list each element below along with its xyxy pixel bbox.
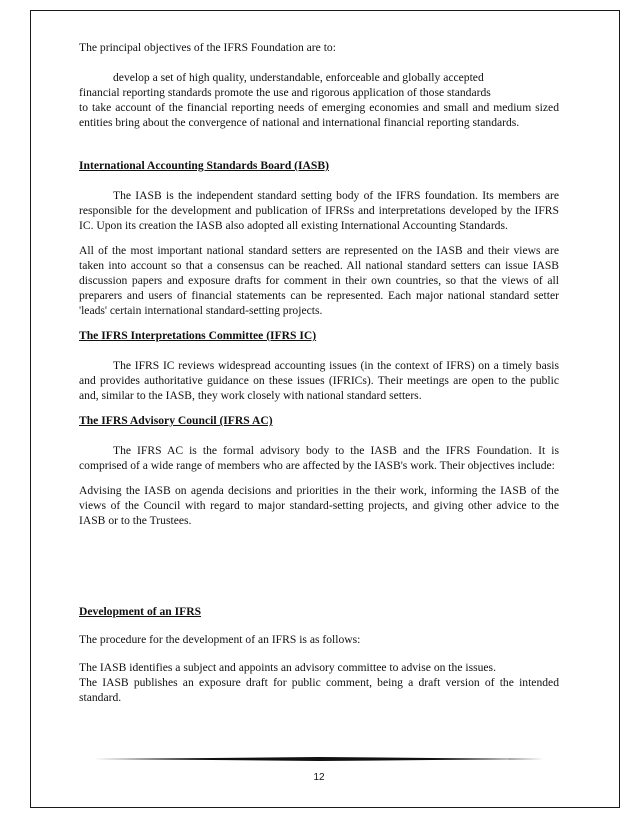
objective-1a: develop a set of high quality, understandable, enforceable and globally accepted (113, 71, 484, 84)
development-step-2: The IASB publishes an exposure draft for public comment, being a draft version of the intended standard. (79, 676, 559, 704)
document-body (79, 40, 559, 705)
ifrs-ac-paragraph-2: Advising the IASB on agenda decisions and priorities in the their work, informing the IASB of the views of the Council with regard to major standard-setting projects, and giving other advice to the IASB or to the Trustees. (79, 484, 559, 527)
ifrs-ic-heading: The IFRS Interpretations Committee (IFRS IC) (79, 329, 317, 342)
ifrs-ic-paragraph-1: The IFRS IC reviews widespread accounting issues (in the context of IFRS) on a timely basis and provides authoritative guidance on these issues (IFRICs). Their meetings are open to the public and, similar to the IASB, they work closely with national standard setters. (79, 359, 559, 402)
footer-rule (94, 757, 544, 761)
iasb-paragraph-1: The IASB is the independent standard setting body of the IFRS foundation. Its members are responsible for the development and publication of IFRSs and interpretations developed by the IFRS IC. Upon its creation the IASB also adopted all existing International Accounting Standards. (79, 189, 559, 232)
objective-1b: financial reporting standards promote the use and rigorous application of those standards (79, 86, 491, 99)
development-step-1: The IASB identifies a subject and appoints an advisory committee to advise on the issues. (79, 661, 496, 674)
objective-2: to take account of the financial reporting needs of emerging economies and small and medium sized entities bring about the convergence of national and international financial reporting standards. (79, 101, 559, 129)
development-heading: Development of an IFRS (79, 605, 202, 618)
ifrs-ac-paragraph-1: The IFRS AC is the formal advisory body to the IASB and the IFRS Foundation. It is comprised of a wide range of members who are affected by the IASB's work. Their objectives include: (79, 444, 559, 472)
ifrs-ac-heading: The IFRS Advisory Council (IFRS AC) (79, 414, 273, 427)
intro-lead: The principal objectives of the IFRS Foundation are to: (79, 41, 336, 54)
page-number: 12 (313, 772, 325, 783)
development-paragraph-1: The procedure for the development of an IFRS is as follows: (79, 633, 361, 646)
iasb-paragraph-2: All of the most important national standard setters are represented on the IASB and their views are taken into account so that a consensus can be reached. All national standard setters can issue IASB discussion papers and exposure drafts for comment in their own countries, so that the views of all preparers and users of financial statements can be represented. Each major national standard setter 'leads' certain international standard-setting projects. (79, 244, 559, 317)
iasb-heading: International Accounting Standards Board (IASB) (79, 159, 329, 172)
